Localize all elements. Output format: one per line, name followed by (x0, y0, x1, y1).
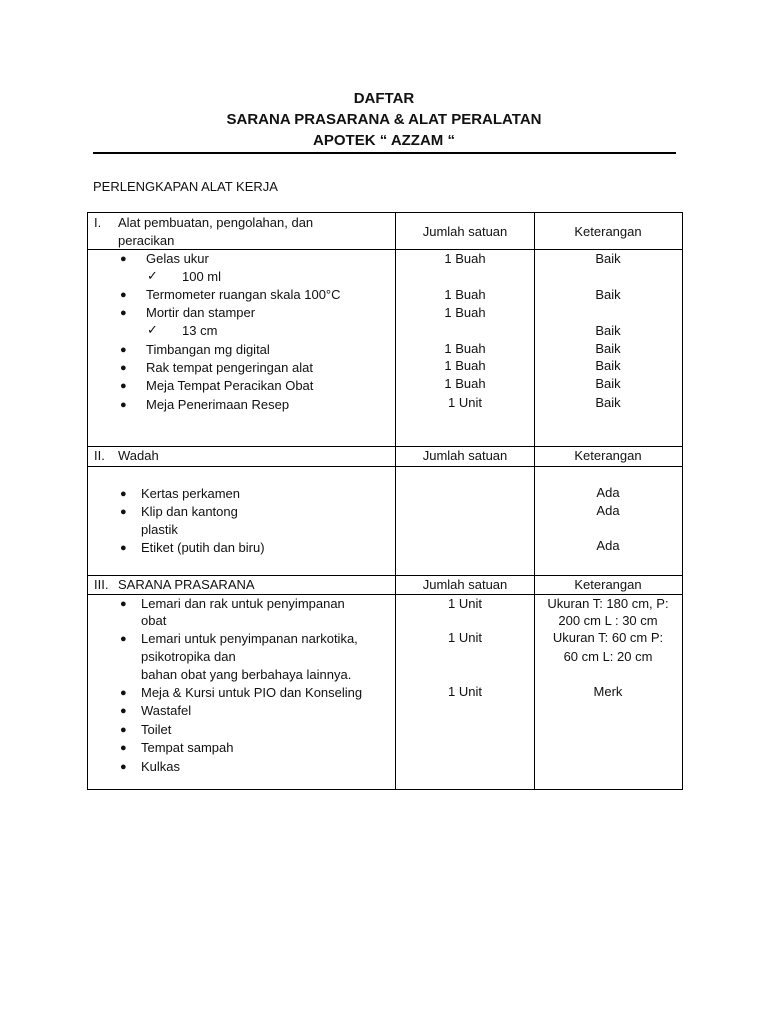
keterangan-value: Ukuran T: 180 cm, P: (547, 596, 669, 611)
section-3-number: III. (94, 577, 109, 592)
row-divider (88, 466, 682, 467)
list-item: Mortir dan stamper (146, 305, 256, 320)
keterangan-value: Ada (596, 503, 620, 518)
list-item-cont: plastik (141, 522, 178, 537)
jumlah-value: 1 Unit (448, 684, 482, 699)
doc-title-sarana: SARANA PRASARANA & ALAT PERALATAN (226, 111, 542, 128)
doc-title-daftar: DAFTAR (353, 90, 415, 107)
title-rule (93, 152, 676, 154)
keterangan-value: Baik (595, 287, 621, 302)
jumlah-value: 1 Unit (448, 395, 482, 410)
jumlah-value: 1 Buah (444, 287, 486, 302)
jumlah-value: 1 Unit (448, 596, 482, 611)
jumlah-value: 1 Buah (444, 358, 486, 373)
keterangan-value: 60 cm L: 20 cm (563, 649, 653, 664)
header-keterangan: Keterangan (574, 577, 642, 592)
bullet-icon: ● (120, 362, 127, 374)
section-2-title: Wadah (118, 448, 159, 463)
bullet-icon: ● (120, 253, 127, 265)
keterangan-value: Baik (595, 251, 621, 266)
list-item-cont: psikotropika dan (141, 649, 236, 664)
section-1-number: I. (94, 215, 102, 230)
bullet-icon: ● (120, 289, 127, 301)
bullet-icon: ● (120, 506, 127, 518)
bullet-icon: ● (120, 705, 127, 717)
list-item: Toilet (141, 722, 172, 737)
equipment-table (87, 212, 683, 790)
bullet-icon: ● (120, 598, 127, 610)
bullet-icon: ● (120, 724, 127, 736)
list-item: Termometer ruangan skala 100°C (146, 287, 341, 302)
checkmark-icon: ✓ (147, 322, 158, 337)
jumlah-value: 1 Buah (444, 376, 486, 391)
bullet-icon: ● (120, 307, 127, 319)
bullet-icon: ● (120, 687, 127, 699)
list-subitem: 13 cm (182, 323, 218, 338)
keterangan-value: Baik (595, 341, 621, 356)
bullet-icon: ● (120, 344, 127, 356)
list-item: Timbangan mg digital (146, 342, 270, 357)
keterangan-value: Baik (595, 358, 621, 373)
jumlah-value: 1 Buah (444, 341, 486, 356)
list-item: Etiket (putih dan biru) (141, 540, 265, 555)
keterangan-value: Baik (595, 395, 621, 410)
jumlah-value: 1 Buah (444, 251, 486, 266)
bullet-icon: ● (120, 380, 127, 392)
bullet-icon: ● (120, 399, 127, 411)
header-jumlah-satuan: Jumlah satuan (422, 448, 508, 463)
list-item: Kertas perkamen (141, 486, 240, 501)
list-item: Gelas ukur (146, 251, 209, 266)
keterangan-value: Ukuran T: 60 cm P: (552, 630, 664, 645)
list-item: Lemari untuk penyimpanan narkotika, (141, 631, 358, 646)
list-item: Meja & Kursi untuk PIO dan Konseling (141, 685, 363, 700)
keterangan-value: 200 cm L : 30 cm (558, 613, 658, 628)
section-2-number: II. (94, 448, 105, 463)
list-item: Klip dan kantong (141, 504, 238, 519)
bullet-icon: ● (120, 633, 127, 645)
header-keterangan: Keterangan (574, 224, 642, 239)
list-item: Tempat sampah (141, 740, 234, 755)
header-jumlah-satuan: Jumlah satuan (422, 577, 508, 592)
list-item: Wastafel (141, 703, 192, 718)
section-3-title: SARANA PRASARANA (118, 577, 255, 592)
header-jumlah-satuan: Jumlah satuan (422, 224, 508, 239)
list-item: Kulkas (141, 759, 181, 774)
keterangan-value: Ada (596, 485, 620, 500)
doc-title-apotek: APOTEK “ AZZAM “ (313, 132, 455, 149)
checkmark-icon: ✓ (147, 268, 158, 283)
jumlah-value: 1 Buah (444, 305, 486, 320)
keterangan-value: Merk (593, 684, 623, 699)
keterangan-value: Ada (596, 538, 620, 553)
keterangan-value: Baik (595, 376, 621, 391)
bullet-icon: ● (120, 742, 127, 754)
list-subitem: 100 ml (182, 269, 222, 284)
list-item: Lemari dan rak untuk penyimpanan (141, 596, 345, 611)
bullet-icon: ● (120, 761, 127, 773)
header-keterangan: Keterangan (574, 448, 642, 463)
list-item-cont: obat (141, 613, 167, 628)
section-1-title: Alat pembuatan, pengolahan, dan (118, 215, 314, 230)
bullet-icon: ● (120, 488, 127, 500)
section-1-title-cont: peracikan (118, 233, 175, 248)
keterangan-value: Baik (595, 323, 621, 338)
section-title: PERLENGKAPAN ALAT KERJA (93, 179, 278, 194)
list-item-cont: bahan obat yang berbahaya lainnya. (141, 667, 352, 682)
jumlah-value: 1 Unit (448, 630, 482, 645)
list-item: Rak tempat pengeringan alat (146, 360, 313, 375)
bullet-icon: ● (120, 542, 127, 554)
list-item: Meja Penerimaan Resep (146, 397, 290, 412)
list-item: Meja Tempat Peracikan Obat (146, 378, 314, 393)
